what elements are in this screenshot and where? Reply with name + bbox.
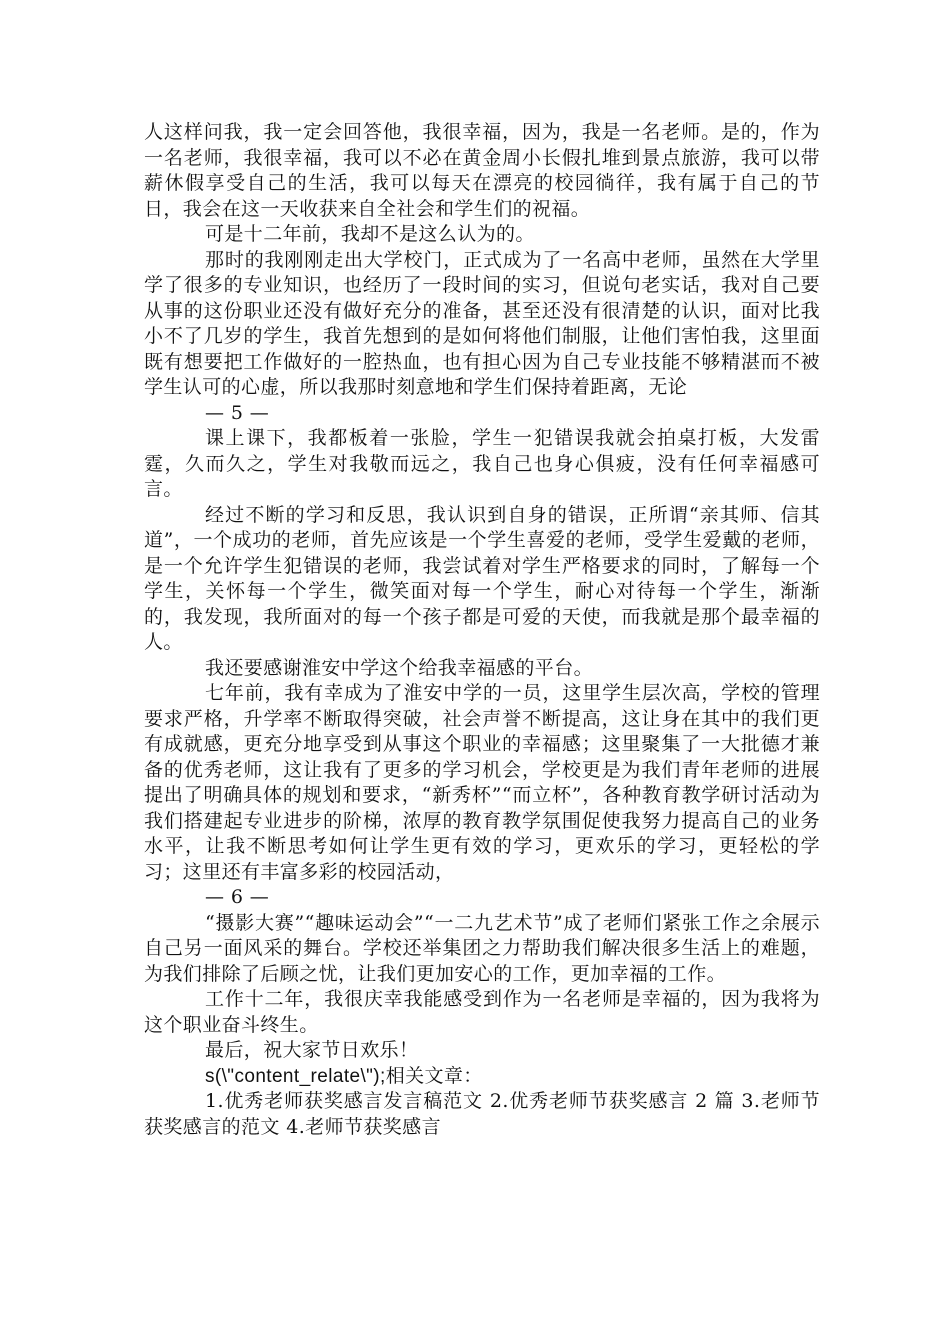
paragraph: 工作十二年，我很庆幸我能感受到作为一名老师是幸福的，因为我将为这个职业奋斗终生。	[144, 988, 820, 1036]
paragraph: 经过不断的学习和反思，我认识到自身的错误，正所谓“亲其师、信其道”，一个成功的老师，首先应该是一个学生喜爱的老师，受学生爱戴的老师，是一个允许学生犯错误的老师，我尝试着对学生严格要求的同时，了解每一个学生，关怀每一个学生，微笑面对每一个学生，耐心对待每一个学生，渐渐的，我发现，我所面对的每一个孩子都是可爱的天使，而我就是那个最幸福的人。	[144, 503, 820, 653]
page-number: — 5 —	[205, 401, 270, 424]
paragraph: 课上课下，我都板着一张脸，学生一犯错误我就会拍桌打板，大发雷霆，久而久之，学生对我敬而远之，我自己也身心俱疲，没有任何幸福感可言。	[144, 427, 820, 500]
paragraph: 最后，祝大家节日欢乐！	[205, 1039, 419, 1061]
paragraph: “摄影大赛”“趣味运动会”“一二九艺术节”成了老师们紧张工作之余展示自己另一面风采的舞台。学校还举集团之力帮助我们解决很多生活上的难题，为我们排除了后顾之忧，让我们更加安心的工作，更加幸福的工作。	[144, 911, 820, 985]
paragraph: 可是十二年前，我却不是这么认为的。	[205, 223, 535, 245]
paragraph: 那时的我刚刚走出大学校门，正式成为了一名高中老师，虽然在大学里学了很多的专业知识，也经历了一段时间的实习，但说句老实话，我对自己要从事的这份职业还没有做好充分的准备，甚至还没有很清楚的认识，面对比我小不了几岁的学生，我首先想到的是如何将他们制服，让他们害怕我，这里面既有想要把工作做好的一腔热血，也有担心因为自己专业技能不够精湛而不被学生认可的心虚，所以我那时刻意地和学生们保持着距离，无论	[144, 248, 820, 398]
paragraph: 我还要感谢淮安中学这个给我幸福感的平台。	[205, 656, 594, 679]
paragraph: 七年前，我有幸成为了淮安中学的一员，这里学生层次高，学校的管理要求严格，升学率不断取得突破，社会声誉不断提高，这让身在其中的我们更有成就感，更充分地享受到从事这个职业的幸福感；这里聚集了一大批德才兼备的优秀老师，这让我有了更多的学习机会，学校更是为我们青年老师的进展提出了明确具体的规划和要求，“新秀杯”“而立杯”，各种教育教学研讨活动为我们搭建起专业进步的阶梯，浓厚的教育教学氛围促使我努力提高自己的业务水平，让我不断思考如何让学生更有效的学习，更欢乐的学习，更轻松的学习；这里还有丰富多彩的校园活动，	[144, 682, 820, 883]
related-articles-list: 1.优秀老师获奖感言发言稿范文 2.优秀老师节获奖感言 2 篇 3.老师节获奖感言的范文 4.老师节获奖感言	[144, 1090, 820, 1138]
paragraph-continued: 人这样问我，我一定会回答他，我很幸福，因为，我是一名老师。是的，作为一名老师，我很幸福，我可以不必在黄金周小长假扎堆到景点旅游，我可以带薪休假享受自己的生活，我可以每天在漂亮的校园徜徉，我有属于自己的节日，我会在这一天收获来自全社会和学生们的祝福。	[144, 121, 820, 220]
document-body	[144, 120, 820, 1140]
page-number: — 6 —	[205, 886, 270, 908]
script-residue-text: s(\"content_relate\");相关文章：	[205, 1065, 483, 1087]
